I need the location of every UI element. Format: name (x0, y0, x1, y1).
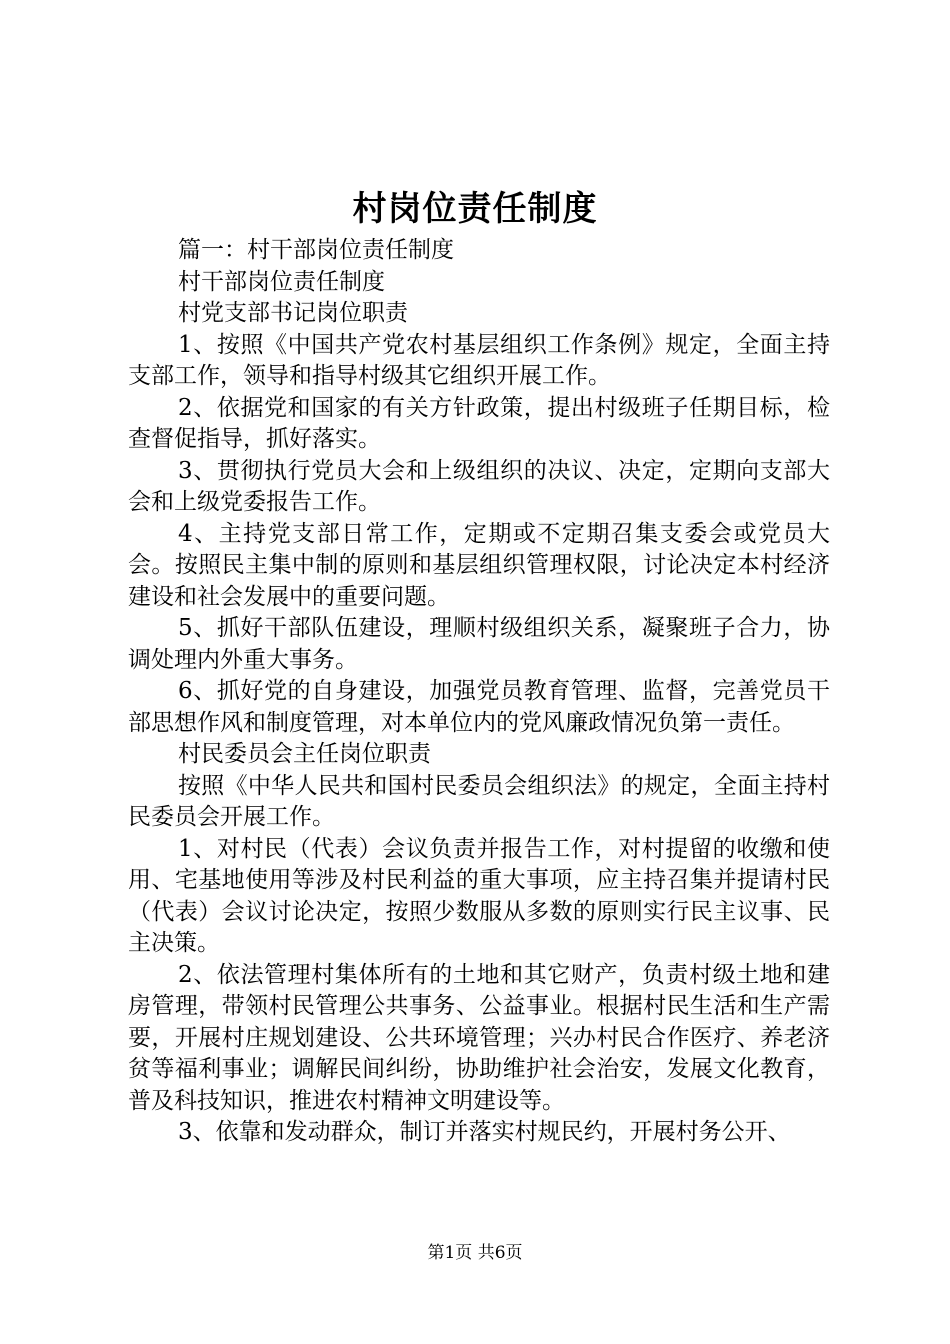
paragraph: 5、抓好干部队伍建设，理顺村级组织关系，凝聚班子合力，协调处理内外重大事务。 (128, 615, 830, 673)
paragraph: 村干部岗位责任制度 (178, 268, 385, 295)
paragraph: 村党支部书记岗位职责 (178, 300, 408, 326)
paragraph: 4、主持党支部日常工作，定期或不定期召集支委会或党员大会。按照民主集中制的原则和基层组织管理权限，讨论决定本村经济建设和社会发展中的重要问题。 (128, 520, 830, 610)
paragraph: 1、按照《中国共产党农村基层组织工作条例》规定，全面主持支部工作，领导和指导村级其它组织开展工作。 (128, 331, 830, 389)
paragraph: 村民委员会主任岗位职责 (178, 741, 431, 767)
paragraph: 6、抓好党的自身建设，加强党员教育管理、监督，完善党员干部思想作风和制度管理，对本单位内的党风廉政情况负第一责任。 (128, 678, 830, 736)
paragraph: 1、对村民（代表）会议负责并报告工作，对村提留的收缴和使用、宅基地使用等涉及村民利益的重大事项，应主持召集并提请村民（代表）会议讨论决定，按照少数服从多数的原则实行民主议事、民主决策。 (128, 835, 830, 956)
paragraph: 3、贯彻执行党员大会和上级组织的决议、决定，定期向支部大会和上级党委报告工作。 (128, 457, 830, 515)
document-body (128, 235, 830, 1149)
paragraph: 篇一：村干部岗位责任制度 (178, 237, 454, 263)
paragraph: 3、依靠和发动群众，制订并落实村规民约，开展村务公开、 (178, 1119, 791, 1145)
document-title: 村岗位责任制度 (352, 189, 598, 229)
page-footer: 第1页 共6页 (427, 1243, 523, 1263)
paragraph: 2、依法管理村集体所有的土地和其它财产，负责村级土地和建房管理，带领村民管理公共事务、公益事业。根据村民生活和生产需要，开展村庄规划建设、公共环境管理；兴办村民合作医疗、养老济贫等福利事业；调解民间纠纷，协助维护社会治安，发展文化教育，普及科技知识，推进农村精神文明建设等。 (128, 961, 830, 1114)
paragraph: 按照《中华人民共和国村民委员会组织法》的规定，全面主持村民委员会开展工作。 (128, 772, 830, 830)
paragraph: 2、依据党和国家的有关方针政策，提出村级班子任期目标，检查督促指导，抓好落实。 (128, 394, 830, 452)
